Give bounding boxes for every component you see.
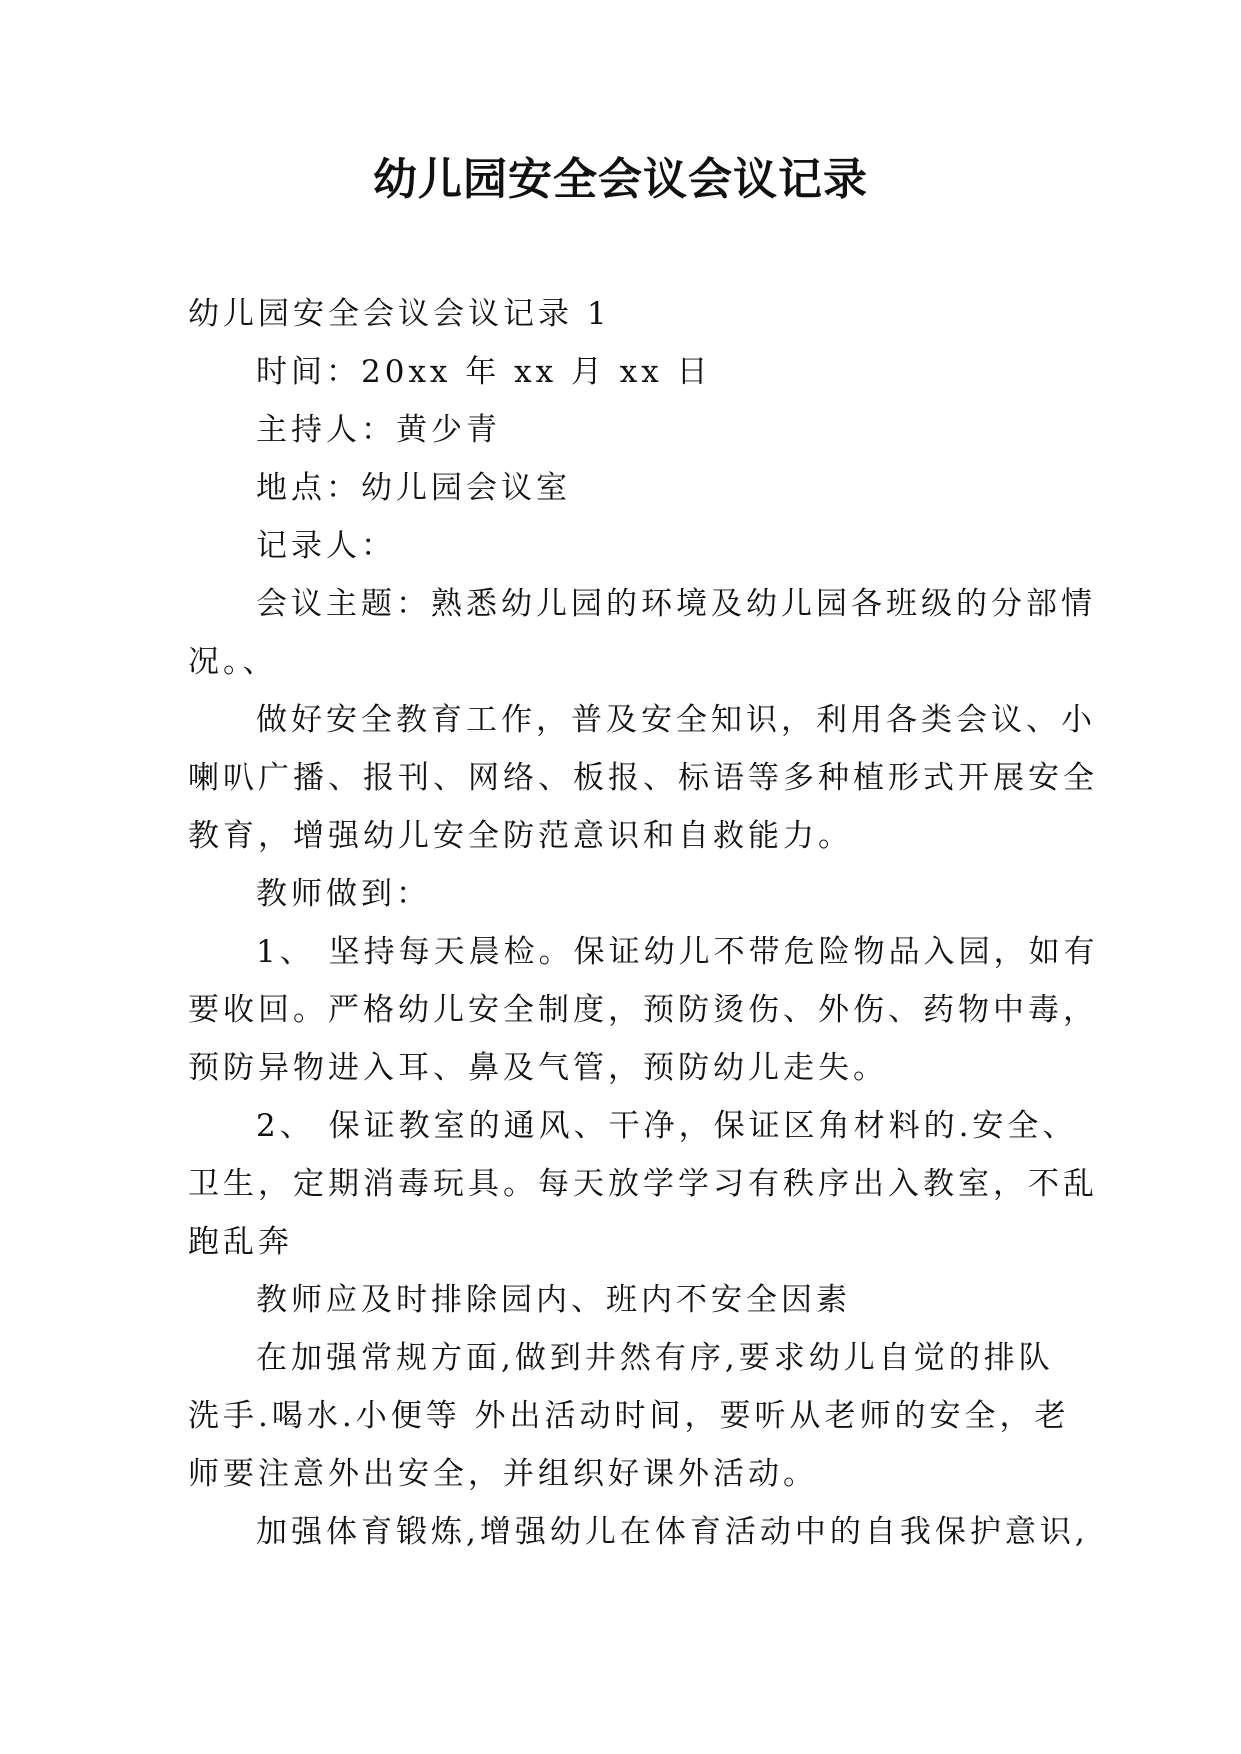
body-line: 做好安全教育工作，普及安全知识，利用各类会议、小 [256,702,1096,738]
document-title: 幼儿园安全会议会议记录 [373,154,868,205]
body-line: 幼儿园安全会议会议记录 1 [188,296,611,332]
body-line: 会议主题：熟悉幼儿园的环境及幼儿园各班级的分部情 [256,586,1096,622]
body-line: 教师应及时排除园内、班内不安全因素 [256,1282,851,1318]
body-line: 主持人：黄少青 [256,412,501,448]
body-line: 师要注意外出安全，并组织好课外活动。 [188,1456,818,1492]
body-line: 教育，增强幼儿安全防范意识和自救能力。 [188,818,853,854]
body-line: 1、 坚持每天晨检。保证幼儿不带危险物品入园，如有 [256,934,1099,970]
body-line: 况。、 [188,644,278,680]
body-line: 喇叭广播、报刊、网络、板报、标语等多种植形式开展安全 [188,760,1098,796]
body-line: 洗手.喝水.小便等 外出活动时间，要听从老师的安全，老 [188,1398,1070,1434]
body-line: 要收回。严格幼儿安全制度，预防烫伤、外伤、药物中毒， [188,992,1098,1028]
body-line: 记录人： [256,528,396,564]
body-line: 加强体育锻炼,增强幼儿在体育活动中的自我保护意识, [256,1514,1089,1550]
body-line: 在加强常规方面,做到井然有序,要求幼儿自觉的排队 [256,1340,1054,1376]
body-line: 预防异物进入耳、鼻及气管，预防幼儿走失。 [188,1050,888,1086]
body-line: 时间：20xx 年 xx 月 xx 日 [256,354,712,390]
body-line: 2、 保证教室的通风、干净，保证区角材料的.安全、 [256,1108,1078,1144]
body-line: 卫生，定期消毒玩具。每天放学学习有秩序出入教室，不乱 [188,1166,1098,1202]
body-line: 地点：幼儿园会议室 [256,470,571,506]
body-line: 跑乱奔 [188,1224,293,1260]
document-body [188,285,1099,1561]
body-line: 教师做到： [256,876,431,912]
